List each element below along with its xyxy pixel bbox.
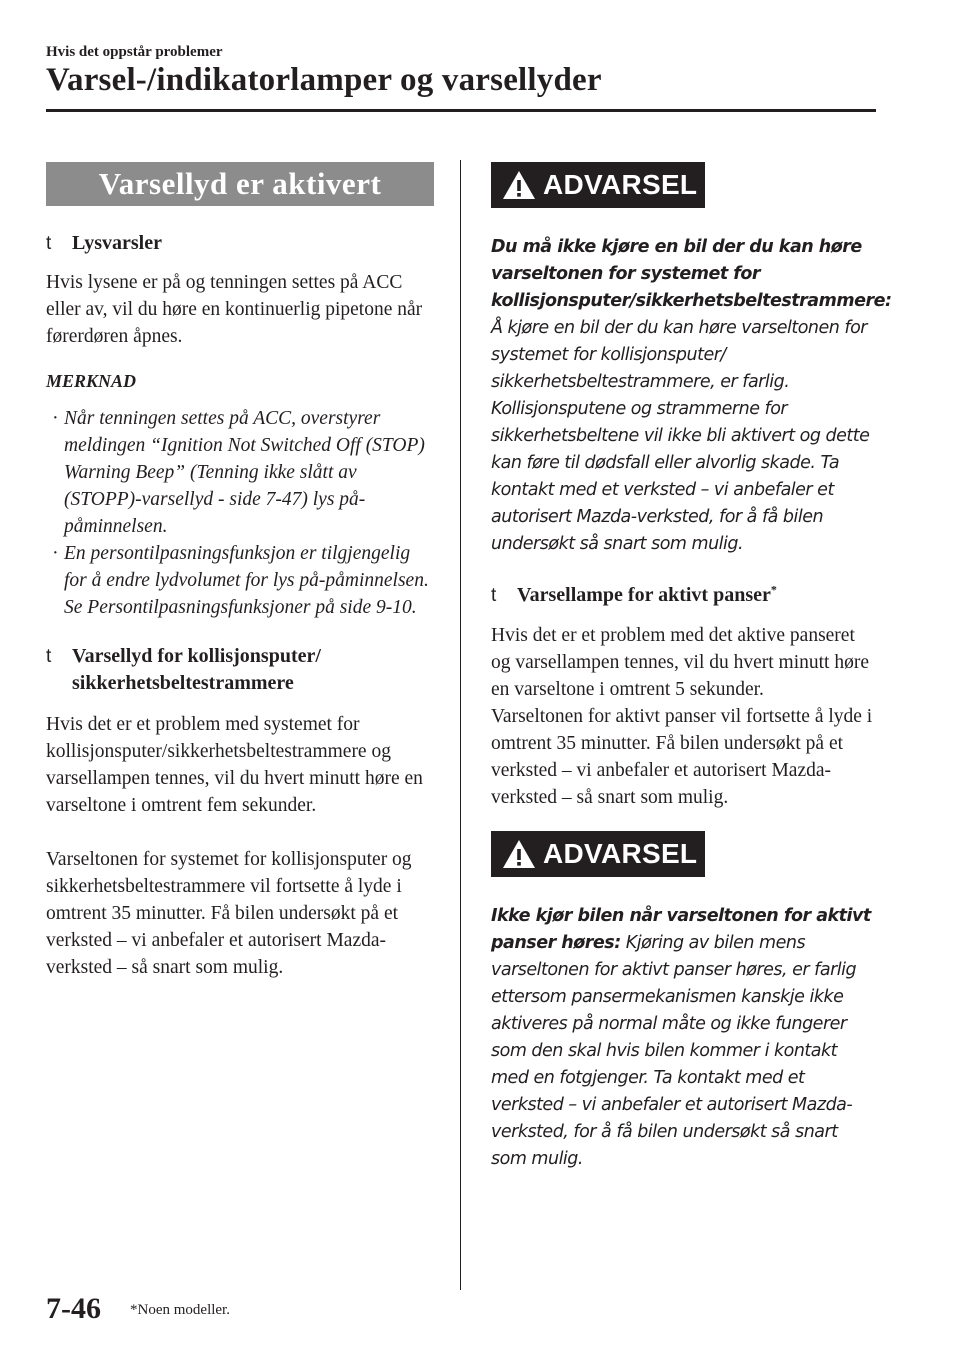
note-bullet: · [52,543,58,564]
note-item [46,405,434,540]
chapter-title: Varsel-/indikatorlamper og varsellyder [46,62,602,98]
warning-body-text: Å kjøre en bil der du kan høre varseltonen for systemet for kollisjonsputer/ sikkerhetsbeltestrammere, er farlig. Kollisjonsputene og strammerne for sikkerhetsbeltene vil ikke bli aktivert og dette kan føre til dødsfall eller alvorlig skade. Ta kontakt med et verksted – vi anbefaler et autorisert Mazda-verksted, for å få bilen undersøkt så snart som mulig. [491,318,870,554]
section-marker: t [46,233,52,254]
warning-triangle-icon [501,838,537,870]
airbag-body-1: Hvis det er et problem med systemet for kollisjonsputer/sikkerhetsbeltestrammere og varsellampen tennes, vil du hvert minutt høre en varseltone i omtrent fem sekunder. [46,714,423,816]
note-list [46,405,434,621]
footnote: *Noen modeller. [130,1302,230,1318]
page-number: 7-46 [46,1292,101,1325]
footnote-asterisk: * [770,582,777,597]
subheading-line: sikkerhetsbeltestrammere [72,672,294,694]
airbag-body-2: Varseltonen for systemet for kollisjonsputer og sikkerhetsbeltestrammere vil fortsette å lyde i omtrent 35 minutter. Få bilen undersøkt på et verksted – vi anbefaler et autorisert Mazda-verksted – så snart som mulig. [46,849,412,978]
warning-body-text: Kjøring av bilen mens varseltonen for aktivt panser høres, er farlig ettersom pansermekanismen kanskje ikke aktiveres på normal måte og ikke fungerer som den skal hvis bilen kommer i kontakt med en fotgjenger. Ta kontakt med et verksted – vi anbefaler et autorisert Mazda-verksted, for å få bilen undersøkt så snart som mulig. [491,933,857,1169]
running-head: Hvis det oppstår problemer [46,44,223,60]
subheading-text [72,643,321,697]
warning-label: ADVARSEL [543,838,698,869]
lysvarsler-body: Hvis lysene er på og tenningen settes på ACC eller av, vil du høre en kontinuerlig pipetone når førerdøren åpnes. [46,272,423,347]
note-item [46,540,434,621]
subheading-line: Varsellyd for kollisjonsputer/ [72,645,321,667]
subheading-airbag [46,643,434,697]
warning-triangle-icon [501,169,537,201]
warning-badge [491,162,705,208]
warning-text [491,903,877,1173]
section-marker: t [491,585,497,606]
right-column [491,162,892,1173]
left-column [46,162,434,981]
subheading-text: Lysvarsler [72,232,162,254]
active-bonnet-body-2: Varseltonen for aktivt panser vil fortsette å lyde i omtrent 35 minutter. Få bilen undersøkt på et verksted – vi anbefaler et autorisert Mazda-verksted – så snart som mulig. [491,706,873,808]
warning-badge [491,831,705,877]
note-item-text: Når tenningen settes på ACC, overstyrer meldingen “Ignition Not Switched Off (STOP) Warning Beep” (Tenning ikke slått av (STOPP)-varsellyd - side 7-47) lys på-påminnelsen. [64,408,425,537]
active-bonnet-body-1: Hvis det er et problem med det aktive panseret og varsellampen tennes, vil du hvert minutt høre en varseltone i omtrent 5 sekunder. [491,625,869,700]
subheading-label: Varsellampe for aktivt panser [517,584,771,606]
subheading-lysvarsler [46,230,434,257]
section-marker: t [46,646,52,667]
subheading-active-bonnet [491,582,877,609]
note-title: MERKNAD [46,371,137,391]
warning-text [491,234,892,558]
note-item-text: En persontilpasningsfunksjon er tilgjengelig for å endre lydvolumet for lys på-påminnelsen. Se Persontilpasningsfunksjoner på side 9-10. [64,543,429,618]
warning-bold-text: Ikke kjør bilen når varseltonen for aktivt panser høres: [491,906,871,953]
note-bullet: · [52,408,58,429]
subheading-text [517,582,777,609]
warning-label: ADVARSEL [543,169,698,200]
warning-bold-text: Du må ikke kjøre en bil der du kan høre varseltonen for systemet for kollisjonsputer/sikkerhetsbeltestrammere: [491,237,892,311]
column-divider [460,160,461,1290]
section-banner: Varsellyd er aktivert [46,162,434,206]
header-rule [46,109,876,112]
